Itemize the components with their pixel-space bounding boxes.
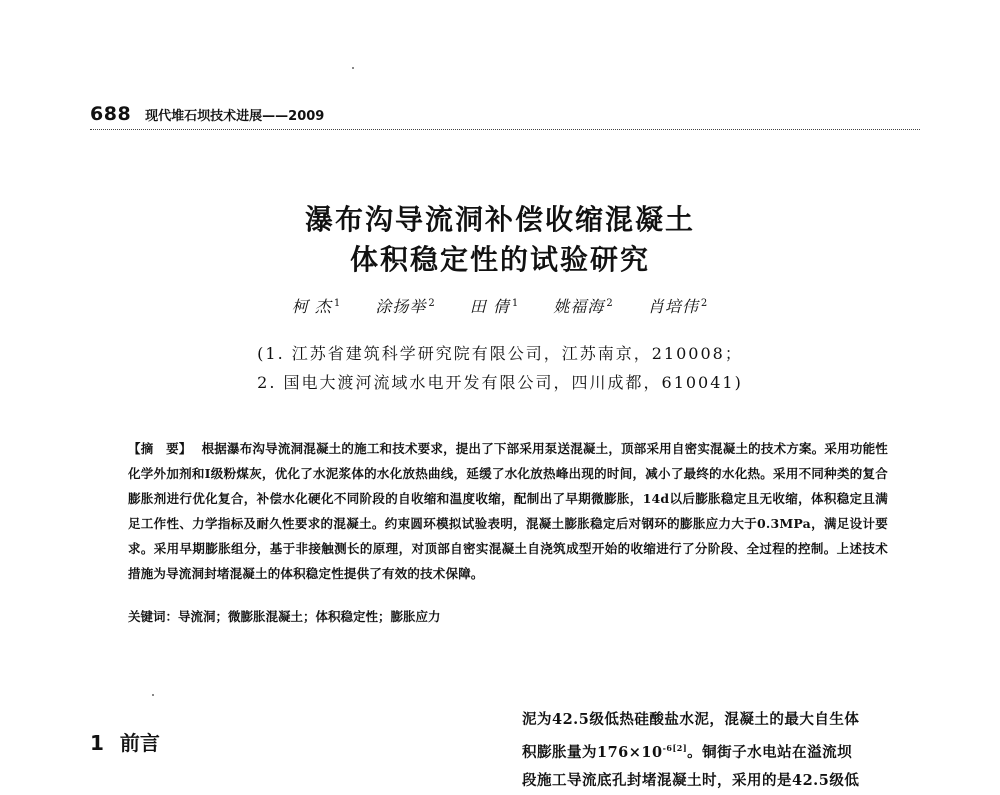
scan-speck — [152, 694, 154, 696]
body-line: 积膨胀量为$176\times 10^{-6[2]}$。铜街子水电站在溢流坝 — [522, 743, 853, 761]
body-line: 段施工导流底孔封堵混凝土时，采用的是42.5级低 — [522, 771, 860, 789]
keywords-label: 关键词： — [128, 609, 179, 624]
author: 肖培伟 $^2$ — [647, 297, 709, 316]
journal-title: 现代堆石坝技术进展——2009 — [145, 109, 325, 124]
running-header — [90, 103, 920, 125]
keywords-text: 导流洞；微膨胀混凝土；体积稳定性；膨胀应力 — [178, 609, 441, 624]
section-heading — [90, 727, 160, 756]
header-divider — [90, 129, 920, 130]
scan-speck — [352, 67, 354, 69]
author-list — [0, 294, 1000, 317]
author: 涂扬举 $^2$ — [375, 297, 436, 316]
section-title: 前言 — [119, 731, 160, 755]
body-text-right-column — [522, 706, 920, 795]
abstract — [128, 436, 888, 586]
abstract-label: 【摘 要】 — [128, 441, 192, 456]
section-number: 1 — [90, 731, 104, 755]
paper-title-line2: 体积稳定性的试验研究 — [349, 243, 650, 276]
abstract-text: 根据瀑布沟导流洞混凝土的施工和技术要求，提出了下部采用泵送混凝土，顶部采用自密实混凝土的技术方案。采用功能性化学外加剂和Ⅰ级粉煤灰，优化了水泥浆体的水化放热曲线，延缓了水化放热峰出现的时间，减小了最终的水化热。采用不同种类的复合膨胀剂进行优化复合，补偿水化硬化不同阶段的自收缩和温度收缩，配制出了早期微膨胀，14d以后膨胀稳定且无收缩，体积稳定且满足工作性、力学指标及耐久性要求的混凝土。约束圆环模拟试验表明，混凝土膨胀稳定后对钢环的膨胀应力大于0.3MPa，满足设计要求。采用早期膨胀组分，基于非接触测长的原理，对顶部自密实混凝土自浇筑成型开始的收缩进行了分阶段、全过程的控制。上述技术措施为导流洞封堵混凝土的体积稳定性提供了有效的技术保障。 — [128, 441, 888, 581]
paper-title-line1: 瀑布沟导流洞补偿收缩混凝土 — [304, 203, 695, 236]
author: 田 倩 $^1$ — [469, 297, 520, 316]
author: 柯 杰 $^1$ — [291, 297, 342, 316]
keywords — [128, 607, 888, 625]
author: 姚福海 $^2$ — [553, 297, 614, 316]
affiliation-line1: (1. 江苏省建筑科学研究院有限公司，江苏南京，210008； — [257, 344, 743, 363]
affiliation-line2: 2. 国电大渡河流域水电开发有限公司，四川成都，610041) — [257, 373, 743, 392]
page-number: 688 — [90, 103, 132, 125]
body-line: 泥为42.5级低热硅酸盐水泥，混凝土的最大自生体 — [522, 711, 860, 728]
